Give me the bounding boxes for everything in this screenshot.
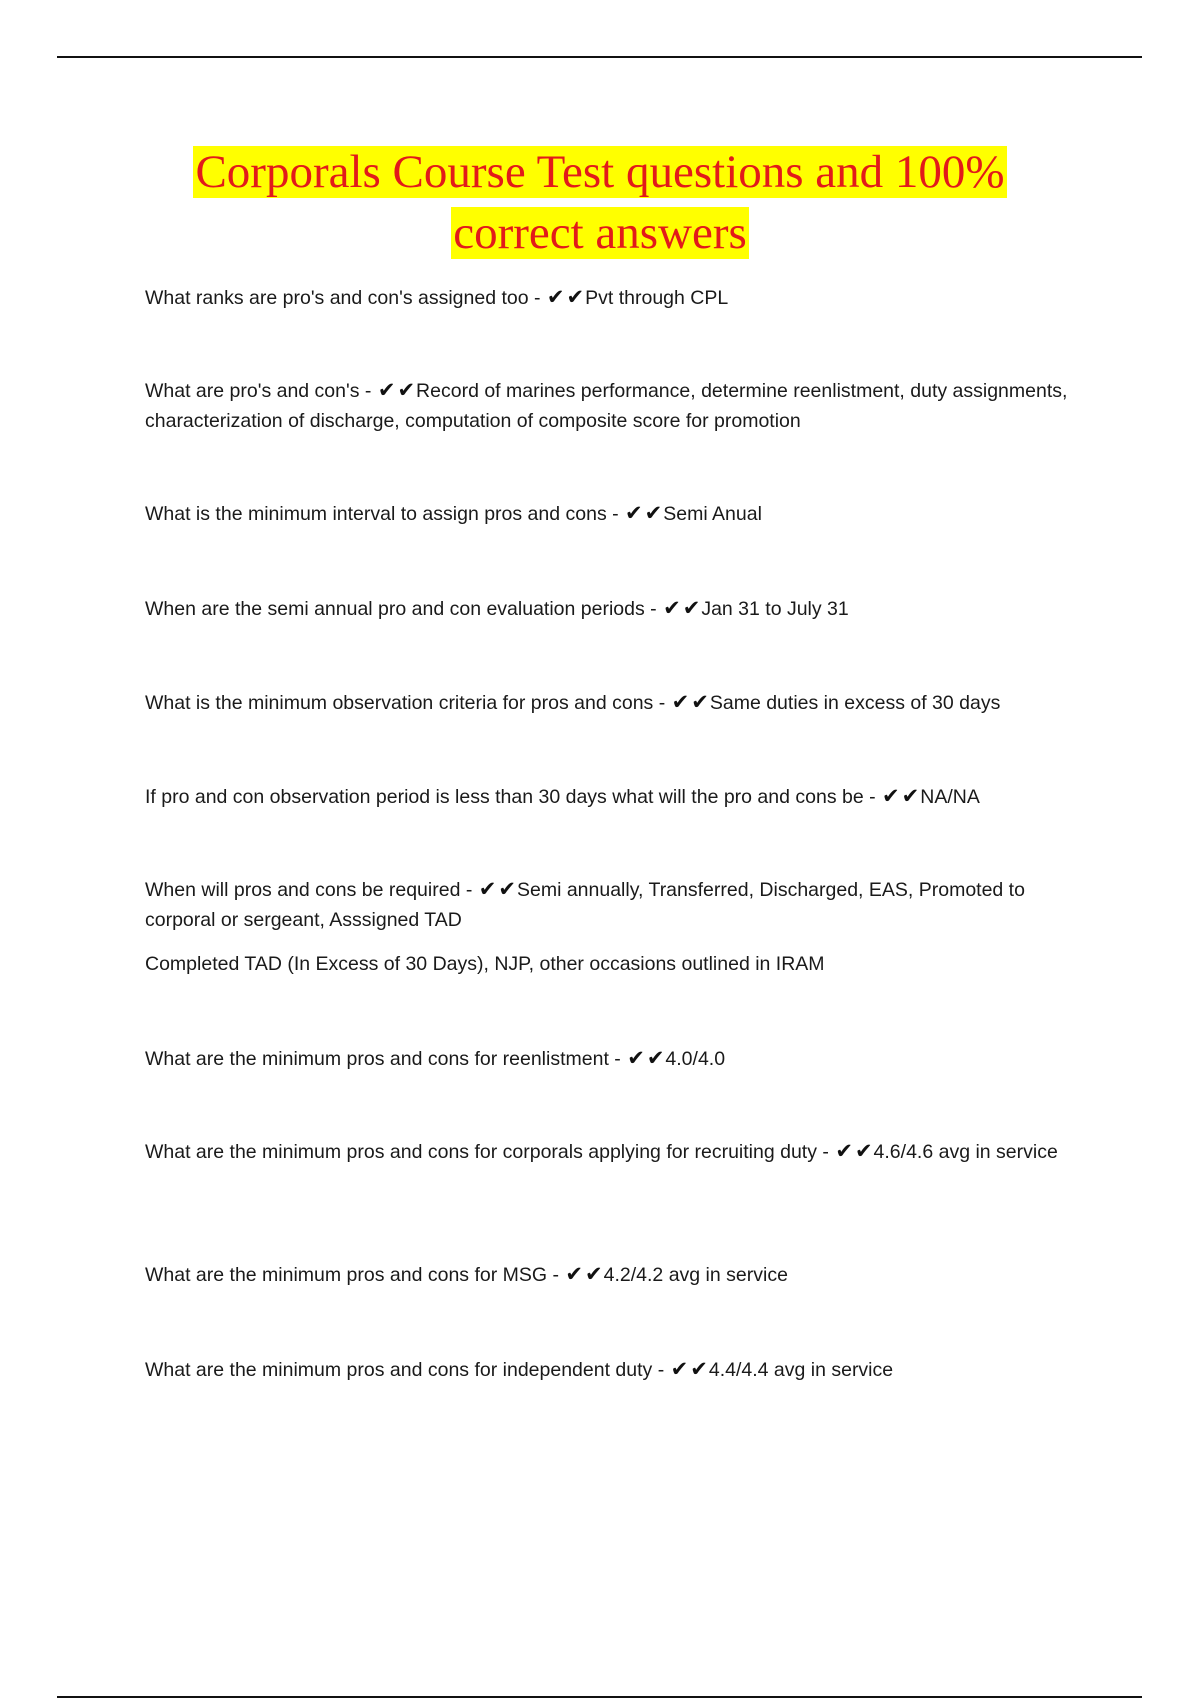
check-icon: ✔	[901, 784, 920, 808]
top-rule	[57, 56, 1142, 58]
separator: -	[608, 1048, 627, 1070]
answer-text: 4.6/4.6 avg in service	[873, 1141, 1058, 1163]
qa-item	[145, 1354, 1085, 1385]
question-text: What ranks are pro's and con's assigned too	[145, 287, 529, 309]
separator: -	[863, 786, 882, 808]
separator: -	[460, 879, 478, 901]
check-icon: ✔	[663, 596, 681, 620]
answer-text: NA/NA	[920, 786, 980, 808]
answer-text: Jan 31 to July 31	[701, 598, 849, 620]
document-title	[0, 142, 1200, 264]
check-icon: ✔	[625, 501, 643, 525]
check-icon: ✔	[566, 285, 585, 309]
qa-continuation	[145, 949, 1085, 979]
separator: -	[359, 380, 377, 402]
check-icon: ✔	[691, 690, 709, 714]
separator: -	[653, 692, 671, 714]
check-icon: ✔	[397, 378, 416, 402]
qa-item	[145, 498, 1085, 529]
check-icon: ✔	[546, 285, 565, 309]
answer-text: Same duties in excess of 30 days	[709, 692, 1001, 714]
qa-item	[145, 874, 1085, 935]
answer-text: 4.4/4.4 avg in service	[708, 1359, 894, 1381]
answer-text: 4.2/4.2 avg in service	[603, 1264, 788, 1286]
separator: -	[644, 598, 663, 620]
qa-item	[145, 1043, 1085, 1074]
check-icon: ✔	[565, 1262, 584, 1286]
question-text: If pro and con observation period is less than 30 days what will the pro and cons be	[145, 786, 864, 808]
answer-continuation-text: Completed TAD (In Excess of 30 Days), NJP, other occasions outlined in IRAM	[145, 953, 825, 975]
check-icon: ✔	[478, 877, 497, 901]
check-icon: ✔	[377, 378, 396, 402]
qa-item	[145, 687, 1085, 718]
check-icon: ✔	[882, 784, 900, 808]
check-icon: ✔	[646, 1046, 665, 1070]
check-icon: ✔	[585, 1262, 603, 1286]
check-icon: ✔	[671, 690, 690, 714]
question-text: What is the minimum interval to assign pros and cons	[145, 503, 607, 525]
qa-item	[145, 593, 1085, 624]
separator: -	[816, 1141, 835, 1163]
qa-item	[145, 1136, 1085, 1167]
separator: -	[547, 1264, 565, 1286]
question-text: When will pros and cons be required	[145, 879, 461, 901]
qa-item	[145, 1259, 1085, 1290]
separator: -	[528, 287, 546, 309]
question-text: What are the minimum pros and cons for independent duty	[145, 1359, 653, 1381]
answer-text: Semi Anual	[663, 503, 762, 525]
answer-text: Pvt through CPL	[585, 287, 729, 309]
answer-text: Record of marines performance, determine reenlistment, duty assignments, characterization of discharge, computation of composite score for promotion	[145, 380, 1068, 432]
answer-text: Semi annually, Transferred, Discharged, EAS, Promoted to corporal or sergeant, Asssigned TAD	[145, 879, 1025, 931]
bottom-rule	[57, 1696, 1142, 1698]
title-line-1: Corporals Course Test questions and 100%	[195, 146, 1005, 198]
question-text: What are pro's and con's	[145, 380, 360, 402]
check-icon: ✔	[670, 1357, 689, 1381]
question-text: What are the minimum pros and cons for reenlistment	[145, 1048, 609, 1070]
check-icon: ✔	[644, 501, 663, 525]
answer-text: 4.0/4.0	[665, 1048, 726, 1070]
check-icon: ✔	[690, 1357, 708, 1381]
check-icon: ✔	[835, 1139, 853, 1163]
check-icon: ✔	[498, 877, 516, 901]
question-text: What are the minimum pros and cons for corporals applying for recruiting duty	[145, 1141, 817, 1163]
qa-item	[145, 282, 1085, 313]
qa-item	[145, 781, 1085, 812]
qa-item	[145, 375, 1085, 436]
question-text: What are the minimum pros and cons for MSG	[145, 1264, 548, 1286]
separator: -	[652, 1359, 670, 1381]
check-icon: ✔	[627, 1046, 645, 1070]
question-text: When are the semi annual pro and con evaluation periods	[145, 598, 645, 620]
title-line-2: correct answers	[453, 207, 747, 259]
question-text: What is the minimum observation criteria for pros and cons	[145, 692, 654, 714]
check-icon: ✔	[854, 1139, 873, 1163]
separator: -	[606, 503, 625, 525]
check-icon: ✔	[682, 596, 701, 620]
